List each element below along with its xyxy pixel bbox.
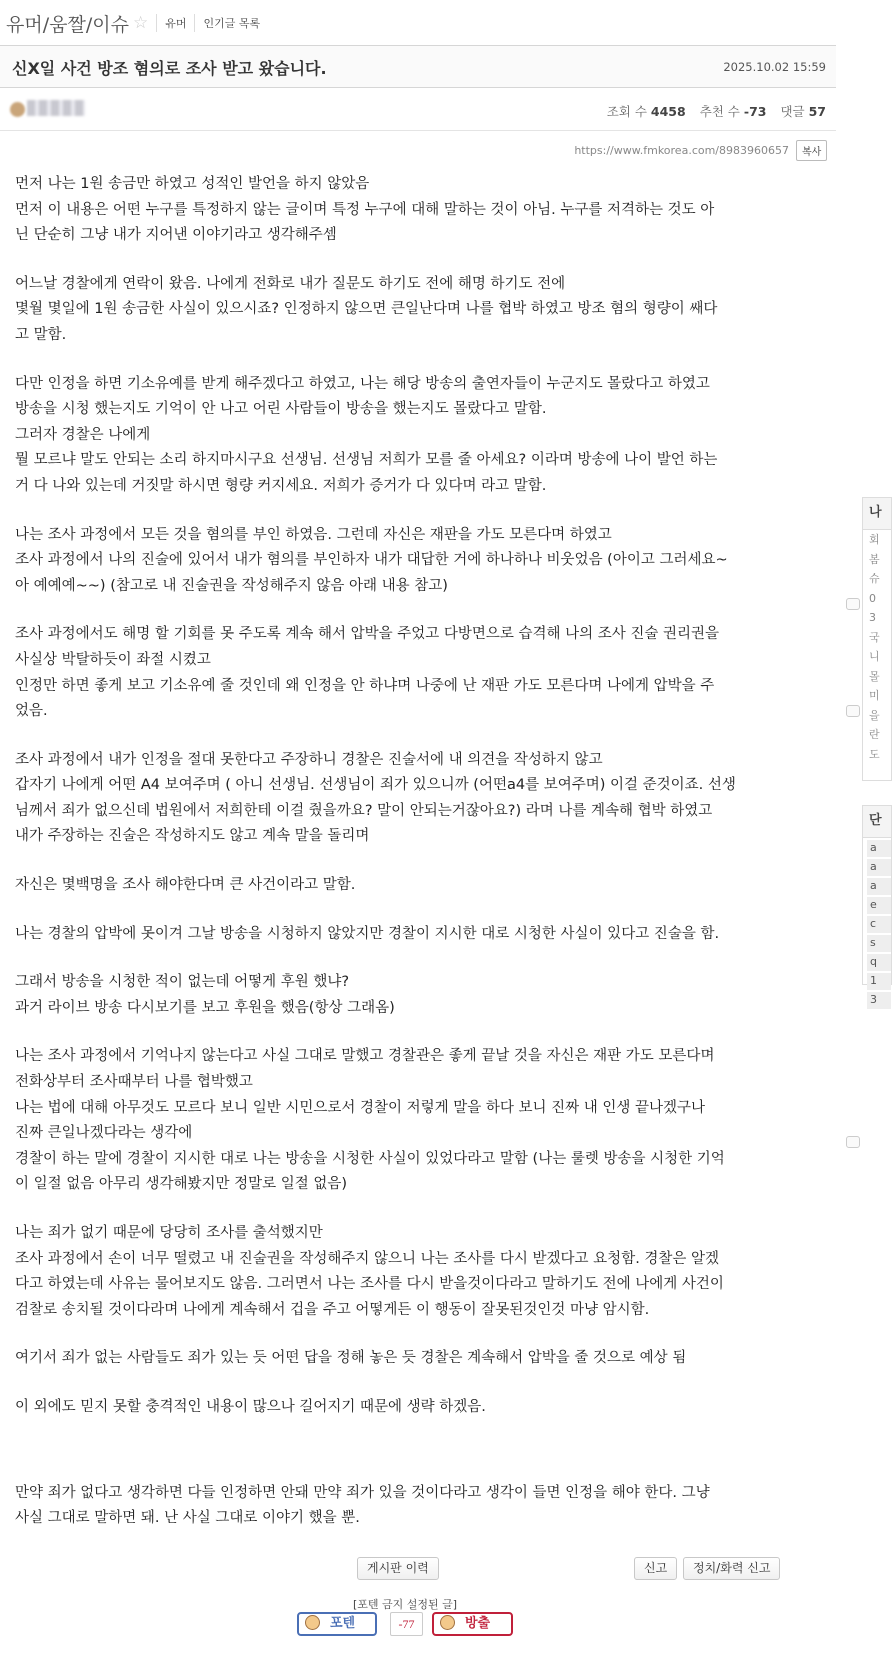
sidebar-glyph: s [867, 935, 891, 952]
blank-line [15, 1441, 845, 1461]
body-line: 검찰로 송치될 것이다라며 나에게 계속해서 겁을 주고 어떻게든 이 행동이 잘못된것인것 마냥 암시함. [15, 1301, 650, 1318]
body-line: 내가 주장하는 진술은 작성하지도 않고 계속 말을 돌리며 [15, 828, 370, 845]
sidebar-box-partial [862, 805, 892, 1006]
body-line: 조사 과정에서도 해명 할 기회를 못 주도록 계속 해서 압박을 주었고 다방면으로 습격해 나의 조사 진술 권리권을 [15, 626, 720, 643]
sidebar-toggle-tab[interactable] [846, 705, 860, 717]
post-stats [607, 102, 826, 120]
sidebar-glyph: a [867, 840, 891, 857]
sidebar-glyph: 3 [869, 611, 876, 624]
face-icon [440, 1615, 455, 1630]
body-line: 먼저 이 내용은 어떤 누구를 특정하지 않는 글이며 특정 누구에 대해 말하는 것이 아님. 누구를 저격하는 것도 아 [15, 201, 715, 218]
sidebar-glyph: 국 [869, 630, 880, 644]
sidebar-glyph: 미 [869, 689, 880, 702]
post-url[interactable]: https://www.fmkorea.com/8983960657 [574, 144, 789, 157]
blank-line [15, 1372, 845, 1395]
upvote-label: 포텐 [330, 1616, 356, 1631]
favorite-star-icon[interactable]: ☆ [132, 13, 149, 33]
body-line: 조사 과정에서 손이 너무 떨렸고 내 진술권을 작성해주지 않으니 나는 조사를 다시 받겠다고 요청함. 경찰은 알겠 [15, 1250, 720, 1267]
potent-disabled-notice: [포텐 금지 설정된 글] [353, 1598, 458, 1611]
blank-line [15, 249, 845, 272]
sidebar-glyph: 을 [869, 708, 880, 722]
body-line: 님께서 죄가 없으신데 법원에서 저희한테 이걸 줬을까요? 말이 안되는거잖아요?) 라며 나를 계속해 협박 하였고 [15, 802, 713, 819]
body-line: 사실 그대로 말하면 돼. 난 사실 그대로 이야기 했을 뿐. [15, 1510, 360, 1527]
sidebar-glyph: e [867, 897, 891, 914]
body-line: 아 예예예~~) (참고로 내 진술권을 작성해주지 않음 아래 내용 참고) [15, 577, 448, 594]
upvote-button[interactable] [297, 1612, 377, 1636]
body-line: 나는 죄가 없기 때문에 당당히 조사를 출석했지만 [15, 1225, 323, 1241]
board-header [6, 8, 260, 38]
author-name-blurred[interactable] [27, 100, 85, 116]
sidebar-glyph: 1 [867, 973, 891, 990]
body-line: 방송을 시청 했는지도 기억이 안 나고 어린 사람들이 방송을 했는지도 몰랐다고 말함. [15, 401, 547, 418]
body-line: 조사 과정에서 내가 인정을 절대 못한다고 주장하니 경찰은 진술서에 내 의견을 작성하지 않고 [15, 751, 603, 768]
body-line: 그러자 경찰은 나에게 [15, 426, 151, 443]
views-count: 4458 [650, 104, 686, 119]
link-humor[interactable]: 유머 [165, 17, 187, 30]
blank-line [15, 599, 845, 622]
sidebar-glyph: a [867, 859, 891, 876]
sidebar-glyph: 0 [869, 591, 876, 605]
sidebar-box-partial [862, 497, 892, 781]
link-popular-list[interactable]: 인기글 목록 [203, 17, 261, 30]
comments-label: 댓글 [780, 104, 805, 119]
sidebar-glyph: 회 [869, 533, 880, 546]
body-line: 과거 라이브 방송 다시보기를 보고 후원을 했음(항상 그래옴) [15, 999, 395, 1016]
body-line: 다고 하였는데 사유는 물어보지도 않음. 그러면서 나는 조사를 다시 받을것이다라고 말하기도 전에 나에게 사건이 [15, 1276, 724, 1293]
recommend-count: -73 [743, 104, 767, 119]
body-line: 경찰이 하는 말에 경찰이 지시한 대로 나는 방송을 시청한 사실이 있었다라고 말함 (나는 룰렛 방송을 시청한 기억 [15, 1150, 725, 1167]
body-line: 다만 인정을 하면 기소유예를 받게 해주겠다고 하였고, 나는 해당 방송의 출연자들이 누군지도 몰랐다고 하였고 [15, 375, 710, 392]
blank-line [15, 1323, 845, 1346]
body-line: 갑자기 나에게 어떤 A4 보여주며 ( 아니 선생님. 선생님이 죄가 있으니까 (어떤a4를 보여주며) 이걸 준것이죠. 선생 [15, 777, 736, 794]
body-line: 나는 경찰의 압박에 못이겨 그날 방송을 시청하지 않았지만 경찰이 지시한 대로 시청한 사실이 있다고 진술을 함. [15, 925, 720, 942]
face-icon [305, 1615, 320, 1630]
blank-line [15, 899, 845, 922]
board-history-button[interactable]: 게시판 이력 [357, 1557, 439, 1580]
sidebar-glyph: 봄 [869, 552, 880, 566]
body-line: 만약 죄가 없다고 생각하면 다들 인정하면 안돼 만약 죄가 있을 것이다라고 생각이 들면 인정을 해야 한다. 그냥 [15, 1484, 710, 1501]
blank-line [15, 349, 845, 372]
recommend-label: 추천 수 [699, 104, 740, 119]
sidebar-glyph: 3 [867, 992, 891, 1009]
comments-count[interactable]: 57 [808, 104, 826, 119]
vote-score: -77 [390, 1612, 423, 1636]
sidebar-glyph: 단 [863, 806, 891, 838]
sidebar-glyph: 몰 [869, 669, 880, 683]
body-line: 어느날 경찰에게 연락이 왔음. 나에게 전화로 내가 질문도 하기도 전에 해명 하기도 전에 [15, 275, 566, 292]
body-line: 자신은 몇백명을 조사 해야한다며 큰 사건이라고 말함. [15, 877, 356, 894]
divider [194, 14, 195, 32]
body-line: 었음. [15, 703, 48, 720]
copy-url-button[interactable]: 복사 [796, 140, 827, 161]
blank-line [15, 1021, 845, 1044]
body-line: 이 외에도 믿지 못할 충격적인 내용이 많으나 길어지기 때문에 생략 하겠음. [15, 1398, 486, 1415]
blank-line [15, 500, 845, 523]
politics-report-button[interactable]: 정치/화력 신고 [683, 1557, 780, 1580]
body-line: 나는 조사 과정에서 모든 것을 혐의를 부인 하였음. 그런데 자신은 재판을 가도 모른다며 하였고 [15, 526, 612, 543]
body-line: 여기서 죄가 없는 사람들도 죄가 있는 듯 어떤 답을 정해 놓은 듯 경찰은 계속해서 압박을 줄 것으로 예상 됨 [15, 1350, 687, 1367]
divider [156, 14, 157, 32]
post-body [15, 172, 845, 1532]
body-line: 조사 과정에서 나의 진술에 있어서 내가 혐의를 부인하자 내가 대답한 거에 하나하나 비웃었음 (아이고 그러세요~ [15, 552, 728, 569]
body-line: 진짜 큰일나겠다라는 생각에 [15, 1125, 193, 1142]
sidebar-glyph: 란 [869, 728, 880, 741]
sidebar-glyph: 나 [863, 498, 891, 530]
post-title-bar [0, 45, 836, 88]
downvote-label: 방출 [465, 1616, 491, 1631]
body-line: 인정만 하면 좋게 보고 기소유예 줄 것인데 왜 인정을 안 하냐며 나중에 난 재판 가도 모른다며 나에게 압박을 주 [15, 677, 715, 694]
sidebar-glyph: 슈 [869, 572, 880, 585]
body-line: 고 말함. [15, 326, 67, 343]
blank-line [15, 725, 845, 748]
sidebar-glyph: 니 [869, 650, 880, 663]
report-button[interactable]: 신고 [634, 1557, 677, 1580]
body-line: 이 일절 없음 아무리 생각해봤지만 정말로 일절 없음) [15, 1176, 348, 1193]
views-label: 조회 수 [606, 104, 647, 119]
post-date: 2025.10.02 15:59 [723, 60, 826, 74]
body-line: 사실상 박탈하듯이 좌절 시켰고 [15, 651, 211, 668]
sidebar-toggle-tab[interactable] [846, 598, 860, 610]
blank-line [15, 1421, 845, 1441]
body-line: 먼저 나는 1원 송금만 하였고 성적인 발언을 하지 않았음 [15, 176, 370, 192]
board-title[interactable]: 유머/움짤/이슈 [6, 13, 129, 36]
body-line: 전화상부터 조사때부터 나를 협박했고 [15, 1074, 253, 1091]
post-title: 신X일 사건 방조 혐의로 조사 받고 왔습니다. [12, 59, 327, 78]
body-line: 뭘 모르냐 말도 안되는 소리 하지마시구요 선생님. 선생님 저희가 모를 줄 아세요? 이라며 방송에 나이 발언 하는 [15, 452, 718, 469]
body-line: 그래서 방송을 시청한 적이 없는데 어떻게 후원 했냐? [15, 974, 350, 991]
body-line: 닌 단순히 그냥 내가 지어낸 이야기라고 생각해주셈 [15, 227, 337, 244]
body-line: 거 다 나와 있는데 거짓말 하시면 형량 커지세요. 저희가 증거가 다 있다며 라고 말함. [15, 477, 547, 494]
body-line: 몇월 몇일에 1원 송금한 사실이 있으시죠? 인정하지 않으면 큰일난다며 나를 협박 하였고 방조 혐의 형량이 쌔다 [15, 301, 718, 318]
blank-line [15, 947, 845, 970]
blank-line [15, 850, 845, 873]
downvote-button[interactable] [432, 1612, 513, 1636]
sidebar-glyph: c [867, 916, 891, 933]
body-line: 나는 법에 대해 아무것도 모르다 보니 일반 시민으로서 경찰이 저렇게 말을 하다 보니 진짜 내 인생 끝나겠구나 [15, 1099, 706, 1116]
body-line: 나는 조사 과정에서 기억나지 않는다고 사실 그대로 말했고 경찰관은 좋게 끝날 것을 자신은 재판 가도 모른다며 [15, 1048, 715, 1065]
sidebar-glyph: q [867, 954, 891, 971]
blank-line [15, 1198, 845, 1221]
avatar[interactable] [10, 102, 25, 117]
post-meta [0, 88, 836, 131]
blank-line [15, 1461, 845, 1481]
sidebar-toggle-tab[interactable] [846, 1136, 860, 1148]
sidebar-glyph: 도 [869, 747, 880, 761]
sidebar-glyph: a [867, 878, 891, 895]
